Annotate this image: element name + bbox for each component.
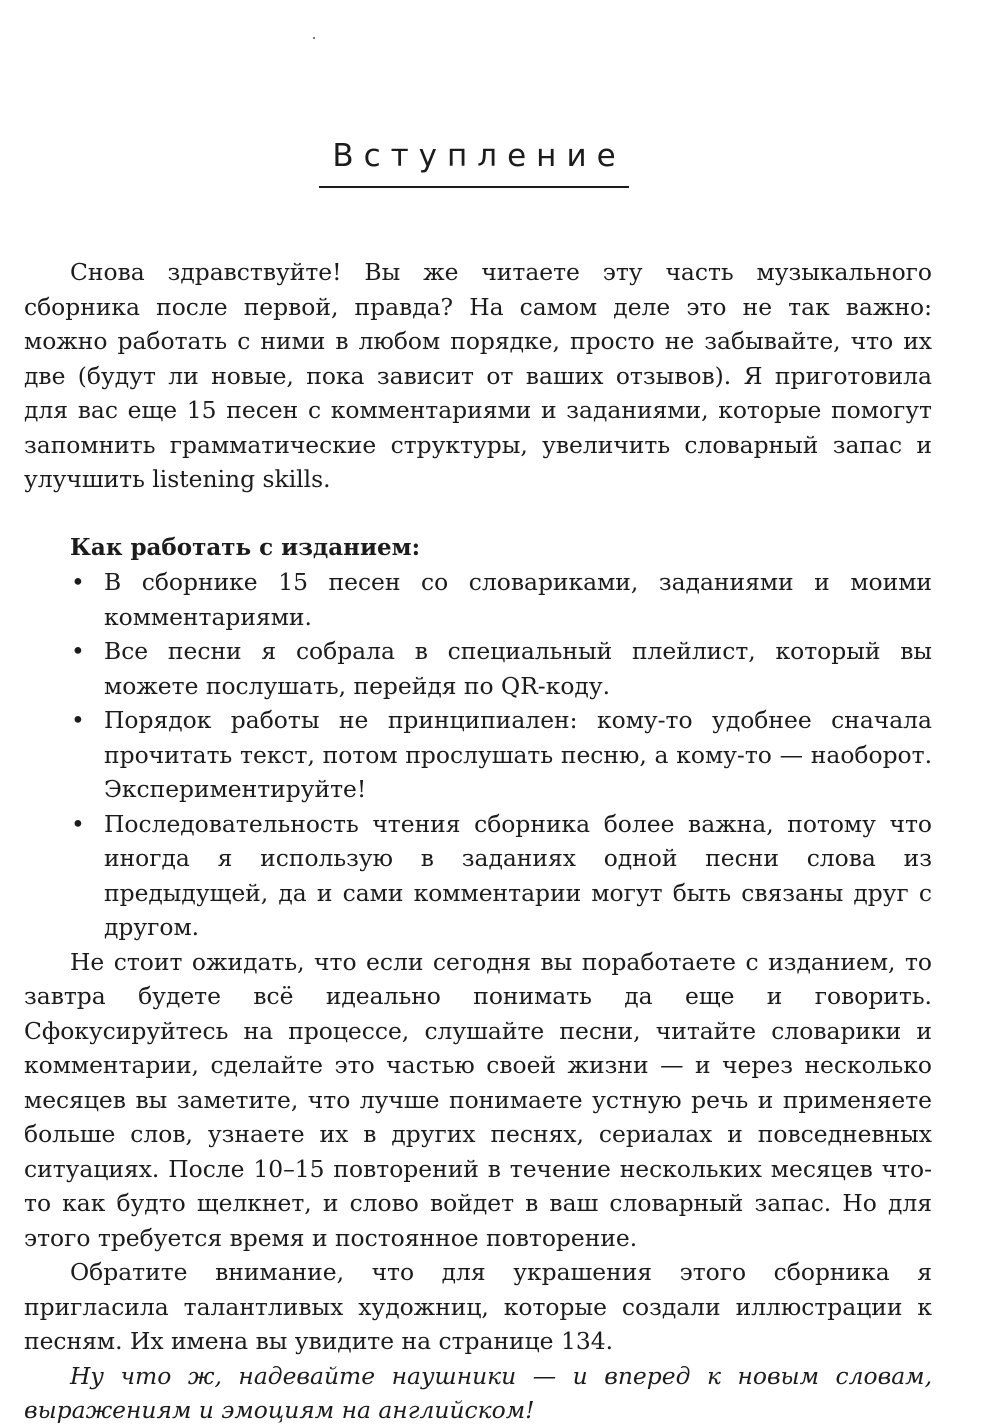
bullet-icon: • (71, 568, 85, 596)
list-item (24, 634, 932, 703)
page-body (24, 255, 932, 1428)
how-to-list (24, 565, 932, 945)
body-paragraph: Не стоит ожидать, что если сегодня вы поработаете с изданием, то завтра будете всё идеально понимать да еще и говорить. Сфокусируйтесь на процессе, слушайте песни, читайте словарики и комментарии, сделайте это частью своей жизни — и через несколько месяцев вы заметите, что лучше понимаете устную речь и применяете больше слов, узнаете их в других песнях, сериалах и повседневных ситуациях. После 10–15 повторений в течение нескольких месяцев что-то как будто щелкнет, и слово войдет в ваш словарный запас. Но для этого требуется время и постоянное повторение. (24, 947, 932, 1252)
bullet-icon: • (71, 809, 85, 838)
body-paragraph: Обратите внимание, что для украшения этого сборника я пригласила талантливых художниц, которые создали иллюстрации к песням. Их имена вы увидите на странице 134. (24, 1258, 932, 1355)
how-to-heading: Как работать с изданием: (70, 533, 421, 561)
bullet-icon: • (71, 706, 85, 734)
list-item-text: В сборнике 15 песен со словариками, заданиями и моими комментариями. (104, 568, 932, 631)
list-item-text: Все песни я собрала в специальный плейлист, который вы можете послушать, перейдя по QR-коду. (104, 637, 932, 700)
list-item (24, 807, 932, 945)
bullet-icon: • (71, 637, 85, 665)
list-item (24, 565, 932, 634)
title-container (0, 138, 948, 174)
intro-paragraph: Снова здравствуйте! Вы же читаете эту часть музыкального сборника после первой, правда? На самом деле это не так важно: можно работать с ними в любом порядке, просто не забывайте, что их две (будут ли новые, пока зависит от ваших отзывов). Я приготовила для вас еще 15 песен с комментариями и заданиями, которые помогут запомнить грамматические структуры, увеличить словарный запас и улучшить listening skills. (24, 258, 932, 493)
page-title: Вступление (332, 138, 626, 174)
list-item (24, 703, 932, 807)
section-gap (24, 497, 932, 531)
title-underline (319, 186, 629, 188)
list-item-text: Последовательность чтения сборника более важна, потому что иногда я использую в заданиях одной песни слова из предыдущей, да и сами комментарии могут быть связаны друг с другом. (104, 809, 932, 941)
list-item-text: Порядок работы не принципиален: кому-то удобнее сначала прочитать текст, потом прослушать песню, а кому-то — наоборот. Экспериментируйте! (104, 706, 932, 803)
closing-paragraph: Ну что ж, надевайте наушники — и вперед к новым словам, выражениям и эмоциям на английском! (24, 1361, 932, 1424)
scan-speck (313, 37, 315, 39)
